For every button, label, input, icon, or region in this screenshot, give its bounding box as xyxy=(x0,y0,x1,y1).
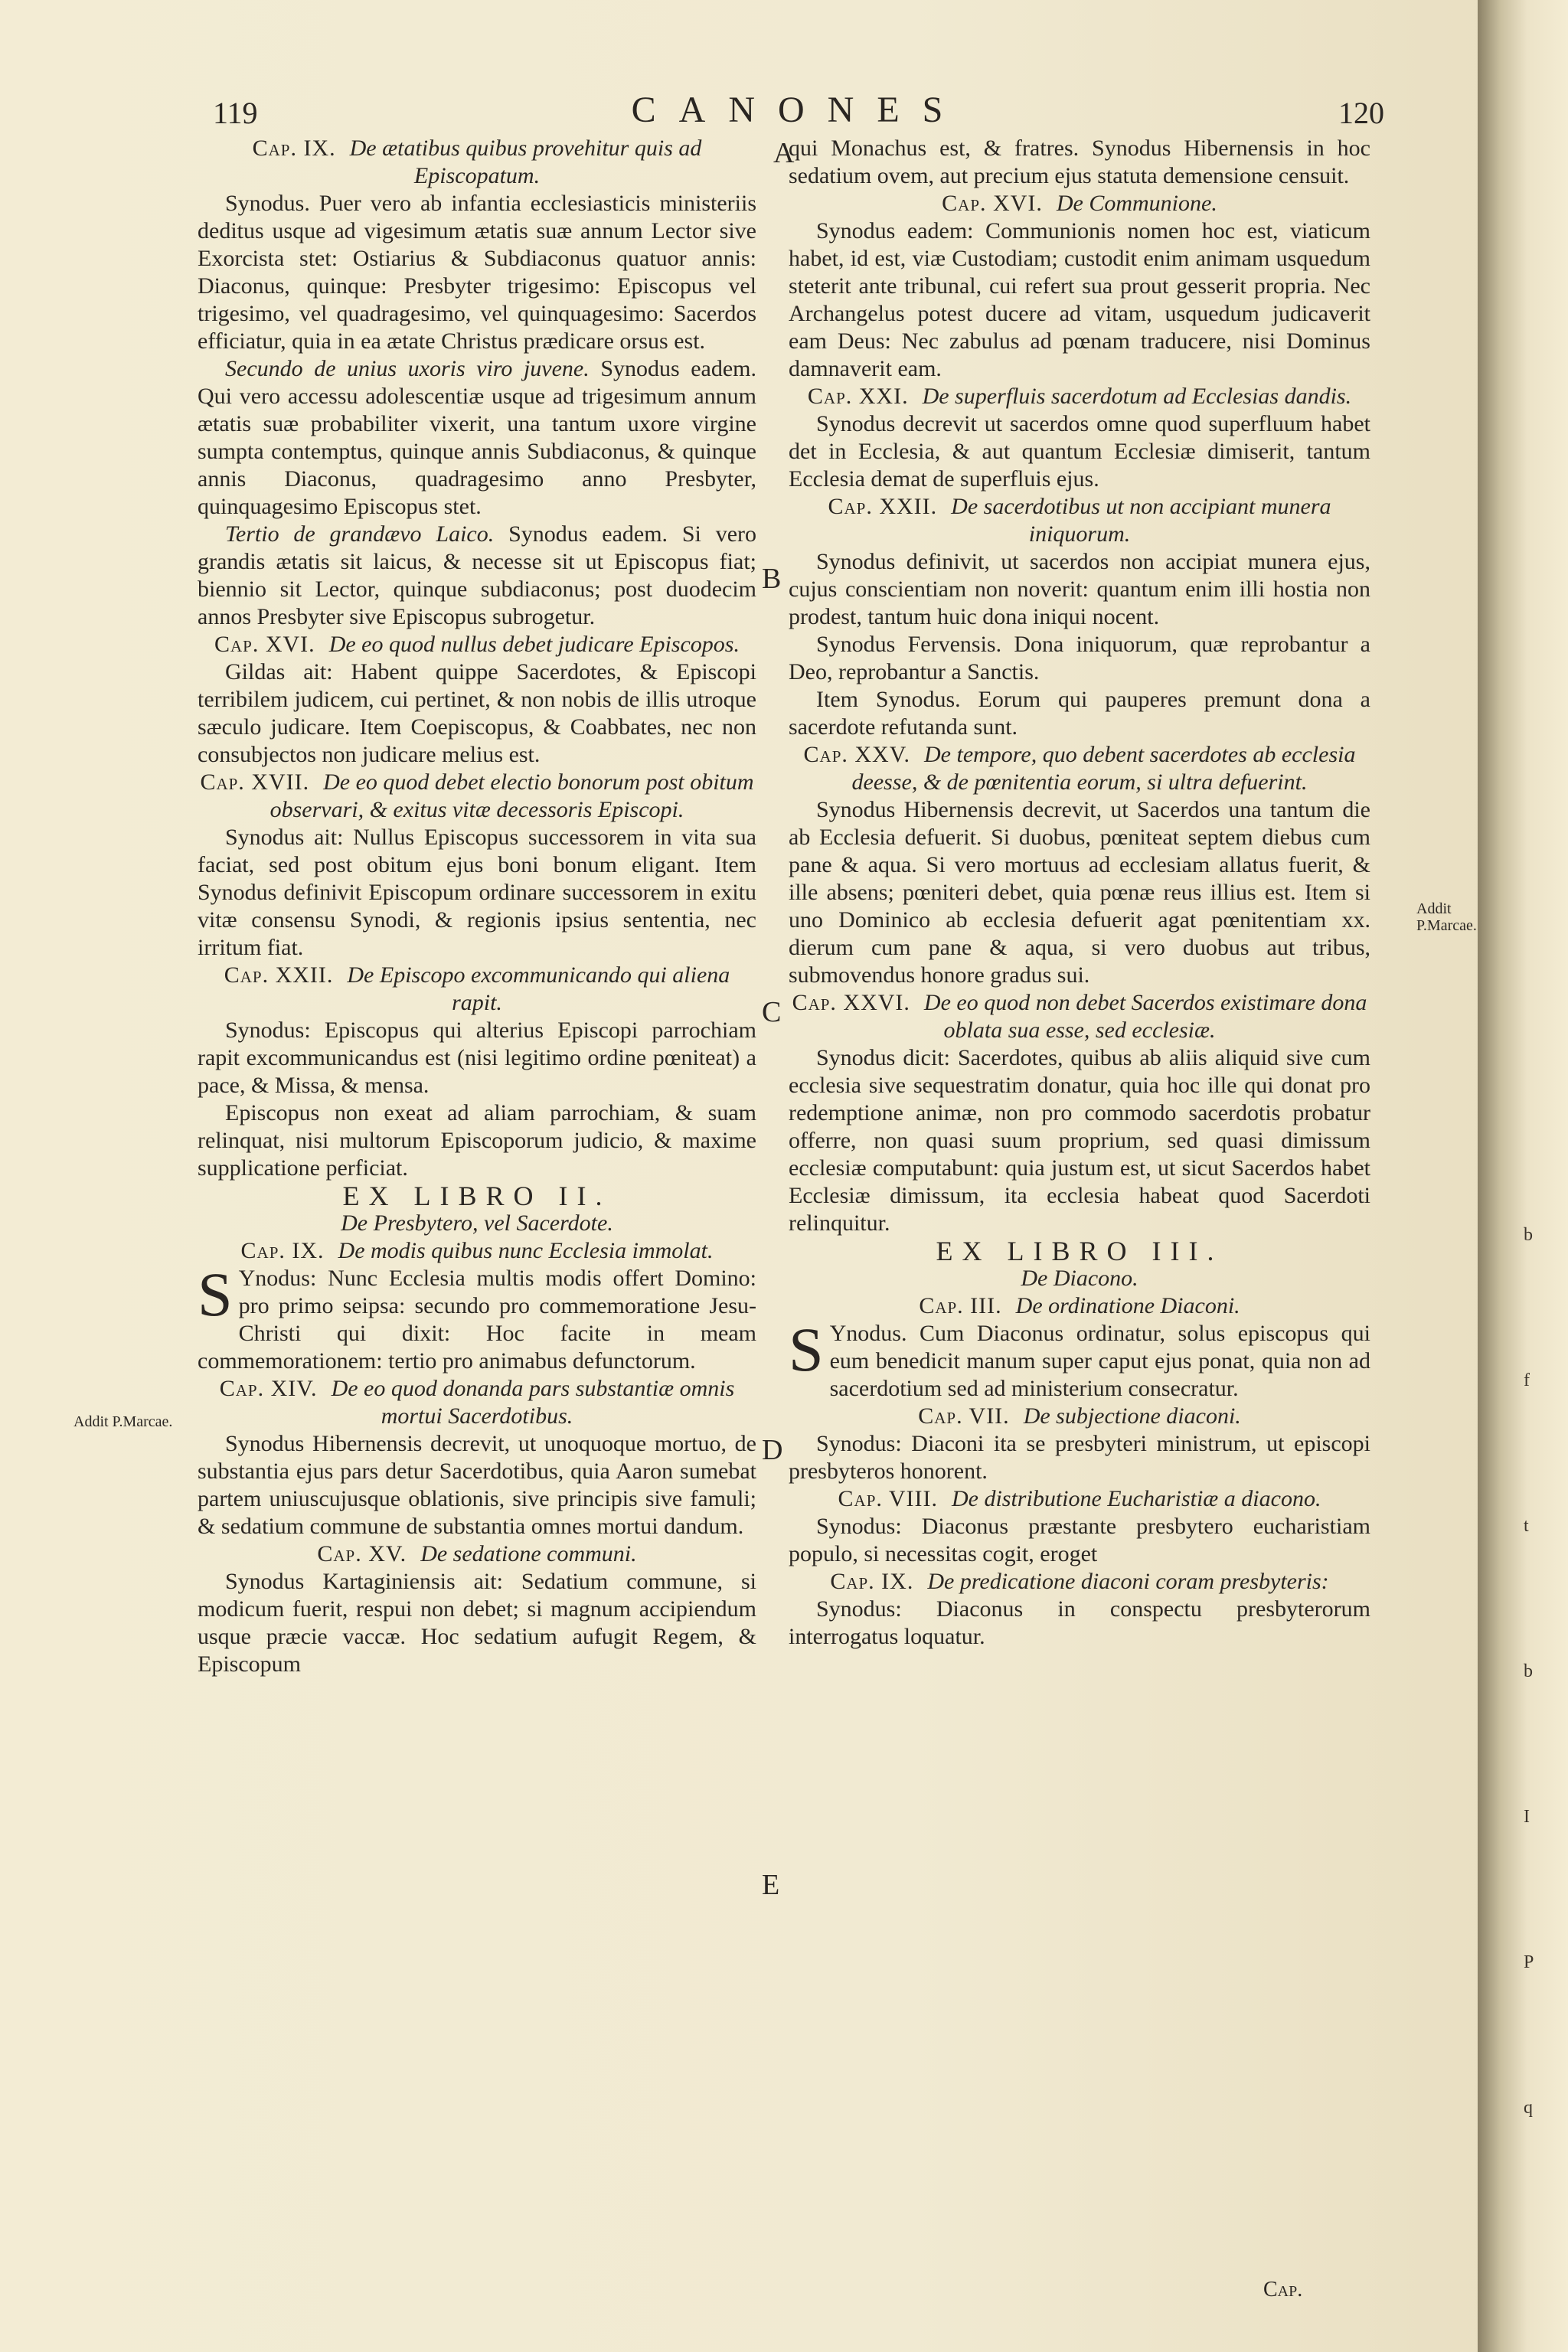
paragraph-lead: Tertio de grandævo Laico. xyxy=(225,521,495,547)
paragraph xyxy=(198,1099,756,1182)
paragraph-text: Ynodus: Nunc Ecclesia multis modis offert Domino: pro primo seipsa: secundo pro commemoratione Jesu-Christi qui dixit: Hoc facite in meam commemorationem: tertio pro animabus defunctorum. xyxy=(198,1266,756,1374)
drop-capital: S xyxy=(789,1315,824,1384)
chapter-heading xyxy=(789,1403,1370,1430)
chapter-label: Cap. III. xyxy=(919,1293,1002,1318)
chapter-label: Cap. XXII. xyxy=(224,962,334,988)
chapter-label: Cap. XXII. xyxy=(828,494,938,519)
edge-fragment: b xyxy=(1524,1225,1533,1245)
edge-fragment: P xyxy=(1524,1952,1534,1972)
paragraph xyxy=(198,1568,756,1678)
paragraph-text: Ynodus. Cum Diaconus ordinatur, solus episcopus qui eum benedicit manum super caput ejus ponat, quia non ad sacerdotium sed ad ministerium consecratur. xyxy=(829,1321,1370,1401)
chapter-title: De tempore, quo debent sacerdotes ab ecclesia deesse, & de pœnitentia eorum, si ultra defuerint. xyxy=(851,742,1356,795)
chapter-title: De ætatibus quibus provehitur quis ad Episcopatum. xyxy=(349,136,702,188)
chapter-heading xyxy=(789,493,1370,548)
chapter-heading xyxy=(789,1292,1370,1320)
chapter-heading xyxy=(198,135,756,190)
paragraph xyxy=(198,521,756,631)
chapter-heading xyxy=(789,741,1370,796)
paragraph-text: Synodus ait: Nullus Episcopus successorem in vita sua faciat, sed post obitum ejus boni bonum eligant. Item Synodus definivit Episcopum ordinare successorem in exitu vitæ consensu Synodi, & regionis ipsius sententia, nec irritum fiat. xyxy=(198,825,756,960)
chapter-title: De subjectione diaconi. xyxy=(1023,1403,1241,1429)
chapter-title: De eo quod non debet Sacerdos existimare dona oblata sua esse, sed ecclesiæ. xyxy=(923,990,1367,1043)
book-subheading: De Diacono. xyxy=(1021,1266,1138,1291)
chapter-heading xyxy=(789,1568,1370,1596)
paragraph xyxy=(789,217,1370,383)
side-note-left: Addit P.Marcae. xyxy=(74,1413,173,1430)
paragraph-text: Synodus dicit: Sacerdotes, quibus ab aliis aliquid sive cum ecclesia sive sequestratim donatur, quia hoc ille qui donat pro redemptione animæ, non pro commodo sacerdotis probatur offerre, non quasi suum proprium, sed quasi dimissum ecclesiæ computabunt: quia justum est, ut sicut Sacerdos habet Ecclesiæ dimissum, ita ecclesia habeat quod Sacerdoti relinquitur. xyxy=(789,1045,1370,1236)
paragraph-text: Synodus definivit, ut sacerdos non accipiat munera ejus, cujus conscientiam non noverit: quantum enim illi hostia non prodest, tantum huic dona iniqui nocent. xyxy=(789,549,1370,629)
chapter-title: De sedatione communi. xyxy=(420,1541,637,1566)
paragraph xyxy=(198,658,756,769)
margin-letter-d: D xyxy=(762,1434,783,1466)
margin-letter-e: E xyxy=(762,1869,780,1901)
left-column xyxy=(198,135,756,1678)
paragraph-text: Synodus eadem: Communionis nomen hoc est, viaticum habet, id est, viæ Custodiam; custodit enim animam usquedum steterit ante tribunal, cui refert sua prout gesserit propria. Nec Archangelus potest ducere ad vitam, usquedum judicaverit eam Deus: Nec zabulus ad pœnam traducere, nisi Dominus damnaverit eam. xyxy=(789,218,1370,381)
paragraph xyxy=(789,686,1370,741)
chapter-label: Cap. XVI. xyxy=(942,191,1043,216)
chapter-label: Cap. XXVI. xyxy=(792,990,910,1015)
paragraph-text: Synodus: Diaconi ita se presbyteri ministrum, ut episcopi presbyteros honorent. xyxy=(789,1431,1370,1484)
paragraph-text: Synodus. Puer vero ab infantia ecclesiasticis ministeriis deditus usque ad vigesimum ætatis suæ annum Lector sive Exorcista stet: Ostiarius & Subdiaconus quatuor annis: Diaconus, quinque: Presbyter trigesimo: Episcopus vel trigesimo, vel quadragesimo, vel quinquagesimo: Sacerdos efficiatur, quia in ea ætate Christus prædicare orsus est. xyxy=(198,191,756,354)
paragraph-lead: Secundo de unius uxoris viro juvene. xyxy=(225,356,590,381)
chapter-heading xyxy=(198,769,756,824)
paragraph-text: Item Synodus. Eorum qui pauperes premunt dona a sacerdote refutanda sunt. xyxy=(789,687,1370,740)
chapter-heading xyxy=(198,1237,756,1265)
chapter-heading xyxy=(198,1540,756,1568)
book-heading: EX LIBRO II. xyxy=(342,1181,612,1211)
paragraph-text: Synodus: Diaconus in conspectu presbyterorum interrogatus loquatur. xyxy=(789,1596,1370,1649)
chapter-heading xyxy=(789,1485,1370,1513)
edge-fragment: f xyxy=(1524,1370,1530,1390)
chapter-label: Cap. XXV. xyxy=(803,742,911,767)
page-number-left: 119 xyxy=(213,96,258,130)
page-number-right: 120 xyxy=(1338,96,1384,130)
book-heading: EX LIBRO III. xyxy=(936,1236,1223,1266)
chapter-title: De superfluis sacerdotum ad Ecclesias dandis. xyxy=(922,384,1352,409)
chapter-title: De Communione. xyxy=(1056,191,1217,216)
page-header xyxy=(213,89,1384,135)
book-subheading: De Presbytero, vel Sacerdote. xyxy=(341,1210,613,1236)
chapter-label: Cap. IX. xyxy=(252,136,336,161)
chapter-heading xyxy=(198,1375,756,1430)
edge-fragment: t xyxy=(1524,1516,1529,1536)
paragraph-text: Synodus: Episcopus qui alterius Episcopi parrochiam rapit excommunicandus est (nisi legitimo ordine pœniteat) a pace, & Missa, & mensa. xyxy=(198,1018,756,1098)
chapter-title: De eo quod debet electio bonorum post obitum observari, & exitus vitæ decessoris Episcopi. xyxy=(270,769,754,822)
chapter-heading xyxy=(198,962,756,1017)
chapter-title: De modis quibus nunc Ecclesia immolat. xyxy=(338,1238,714,1263)
edge-fragment: b xyxy=(1524,1661,1533,1681)
paragraph xyxy=(198,190,756,355)
paragraph xyxy=(789,1513,1370,1568)
edge-fragment: I xyxy=(1524,1807,1530,1827)
chapter-label: Cap. VIII. xyxy=(838,1486,938,1511)
paragraph xyxy=(198,1017,756,1099)
chapter-label: Cap. XVII. xyxy=(200,769,310,795)
chapter-label: Cap. XVI. xyxy=(214,632,315,657)
chapter-label: Cap. IX. xyxy=(240,1238,325,1263)
paragraph-text: Synodus Hibernensis decrevit, ut Sacerdos una tantum die ab Ecclesia defuerit. Si duobus, pœniteat septem diebus cum pane & aqua. Si vero mortuus ad ecclesiam allatus fuerit, & ille absens; pœniteri debet, quia pœnæ reus illius est. Item si uno Dominico ab ecclesia defuerit agat pœnitentiam xx. dierum cum pane & aqua, si vero duobus aut tribus, submovendus honore gradus sui. xyxy=(789,797,1370,988)
chapter-title: De ordinatione Diaconi. xyxy=(1015,1293,1240,1318)
drop-capital: S xyxy=(198,1259,233,1329)
chapter-heading xyxy=(789,190,1370,217)
paragraph-text: Synodus eadem. Si vero grandis ætatis sit laicus, & necesse sit ut Episcopus fiat; biennio sit Lector, quinque subdiaconus; post duodecim annos Presbyter sive Episcopus subrogetur. xyxy=(198,521,757,629)
chapter-heading xyxy=(789,989,1370,1044)
paragraph-text: Synodus decrevit ut sacerdos omne quod superfluum habet det in Ecclesia, & aut quantum Ecclesiæ dimiserit, tantum Ecclesia demat de superfluis ejus. xyxy=(789,411,1370,492)
chapter-heading xyxy=(198,631,756,658)
chapter-label: Cap. XV. xyxy=(317,1541,407,1566)
paragraph xyxy=(198,1430,756,1540)
dropcap-paragraph xyxy=(789,1315,1370,1403)
book-gutter xyxy=(1478,0,1568,2352)
margin-letter-a: A xyxy=(773,137,795,169)
chapter-title: De eo quod donanda pars substantiæ omnis mortui Sacerdotibus. xyxy=(331,1376,735,1429)
paragraph-text: Synodus Hibernensis decrevit, ut unoquoque mortuo, de substantia ejus pars detur Sacerdotibus, quia Aaron sumebat partem uniuscujusque oblationis, sive principis sive famuli; & sedatium commune de substantia omnes mortui dandum. xyxy=(198,1431,756,1539)
dropcap-paragraph xyxy=(198,1259,756,1375)
paragraph xyxy=(789,410,1370,493)
chapter-title: De distributione Eucharistiæ a diacono. xyxy=(951,1486,1321,1511)
paragraph xyxy=(789,1596,1370,1651)
chapter-label: Cap. XIV. xyxy=(219,1376,318,1401)
paragraph xyxy=(789,796,1370,989)
chapter-title: De sacerdotibus ut non accipiant munera iniquorum. xyxy=(951,494,1331,547)
paragraph-text: Synodus: Diaconus præstante presbytero eucharistiam populo, si necessitas cogit, eroget xyxy=(789,1514,1370,1566)
paragraph-text: Synodus eadem. Qui vero accessu adolescentiæ usque ad trigesimum annum ætatis suæ probabiliter vixerit, una tantum uxore virgine sumpta contemptus, quinque annis Subdiaconus, & quinque annis Diaconus, quadragesimo anno Presbyter, quinquagesimo Episcopus stet. xyxy=(198,356,757,519)
chapter-title: De Episcopo excommunicando qui aliena rapit. xyxy=(347,962,730,1015)
paragraph xyxy=(789,631,1370,686)
paragraph-continuation: qui Monachus est, & fratres. Synodus Hibernensis in hoc sedatium ovem, aut precium ejus statuta demensione censuit. xyxy=(789,136,1370,188)
margin-letter-c: C xyxy=(762,996,782,1028)
paragraph-text: Synodus Fervensis. Dona iniquorum, quæ reprobantur a Deo, reprobantur a Sanctis. xyxy=(789,632,1370,684)
side-note-right: Addit P.Marcae. xyxy=(1416,900,1477,934)
chapter-label: Cap. XXI. xyxy=(807,384,909,409)
running-title: CANONES xyxy=(631,90,966,130)
chapter-label: Cap. VII. xyxy=(918,1403,1010,1429)
paragraph xyxy=(198,355,756,521)
paragraph-text: Episcopus non exeat ad aliam parrochiam, & suam relinquat, nisi multorum Episcoporum judicio, & maxime supplicatione perficiat. xyxy=(198,1100,756,1181)
paragraph xyxy=(789,1044,1370,1237)
margin-letter-b: B xyxy=(762,563,782,595)
edge-fragment: q xyxy=(1524,2098,1533,2118)
paragraph xyxy=(789,1430,1370,1485)
chapter-label: Cap. IX. xyxy=(830,1569,914,1594)
paragraph-text: Gildas ait: Habent quippe Sacerdotes, & Episcopi terribilem judicem, cui pertinet, & non nobis de illis utroque sæculo judicare. Item Coepiscopus, & Coabbates, nec non consubjectos non judicare melius est. xyxy=(198,659,756,767)
catchword: Cap. xyxy=(1263,2278,1303,2301)
chapter-title: De eo quod nullus debet judicare Episcopos. xyxy=(328,632,740,657)
paragraph-text: Synodus Kartaginiensis ait: Sedatium commune, si modicum fuerit, respui non debet; si magnum accipiendum usque præcie vaccæ. Hoc sedatium aufugit Regem, & Episcopum xyxy=(198,1569,756,1677)
paragraph xyxy=(198,824,756,962)
chapter-heading xyxy=(789,383,1370,410)
paragraph xyxy=(789,548,1370,631)
right-column xyxy=(789,135,1370,1651)
chapter-title: De predicatione diaconi coram presbyteris: xyxy=(927,1569,1329,1594)
